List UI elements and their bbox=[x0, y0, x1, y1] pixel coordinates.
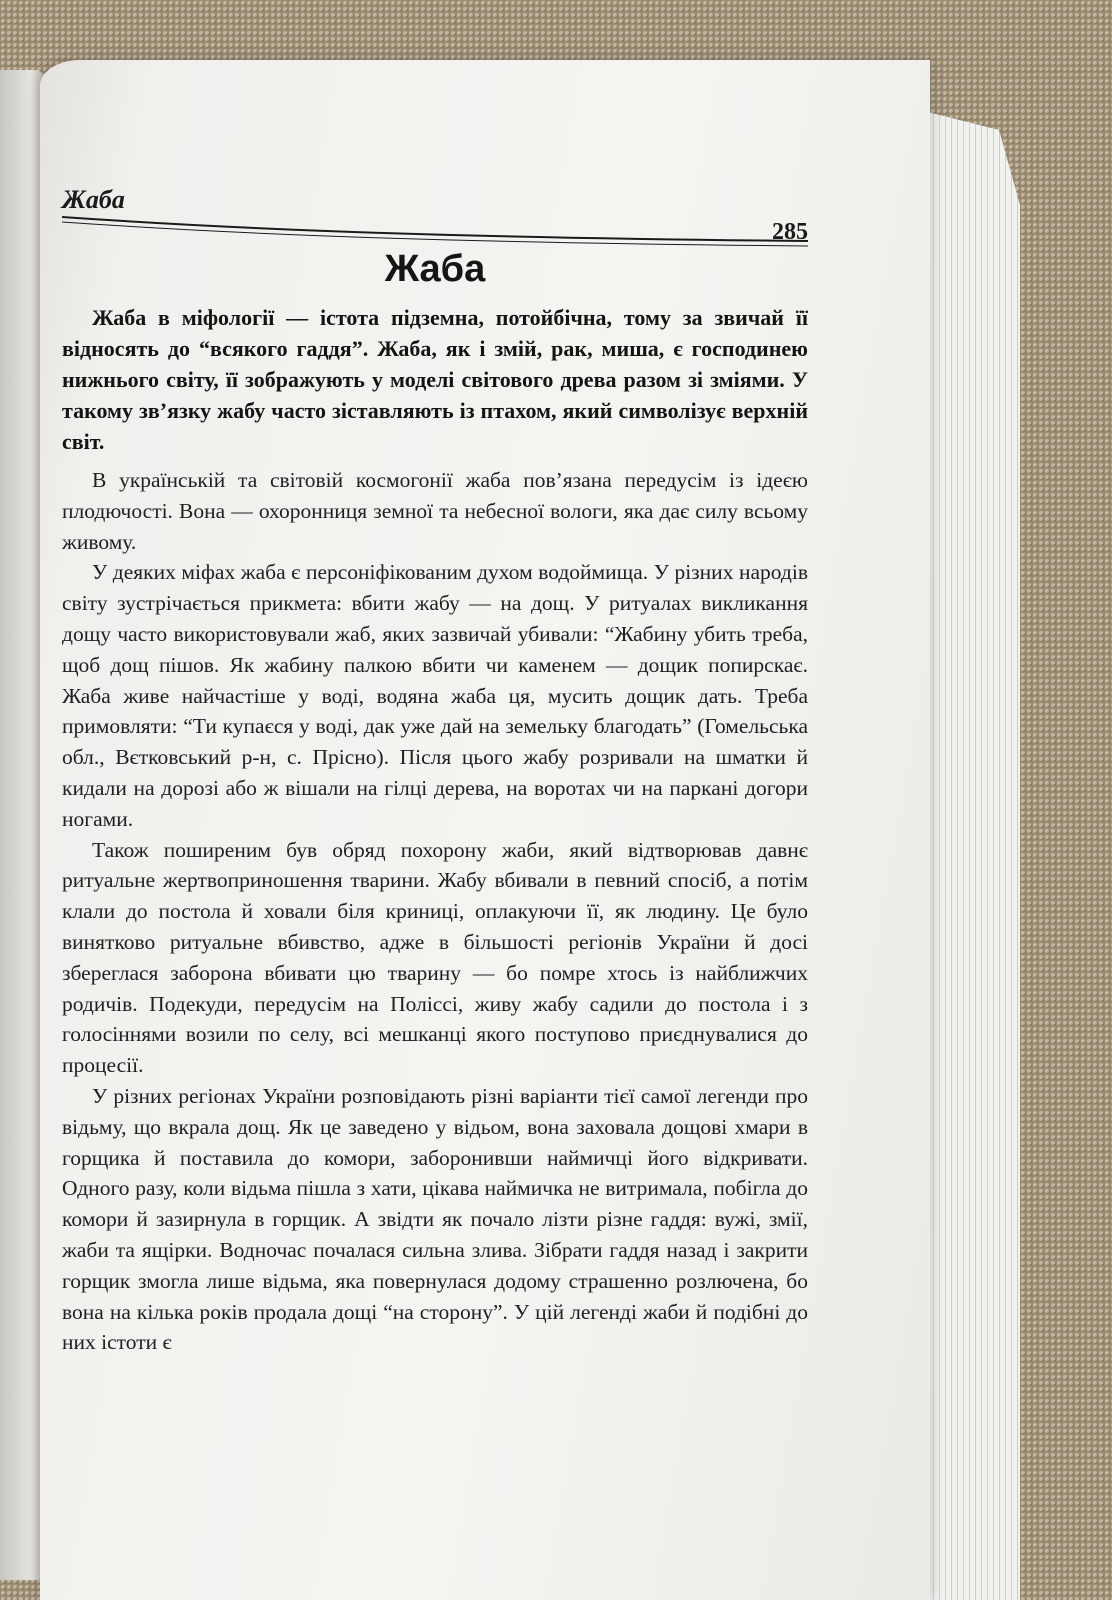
body-paragraph-rain-ritual: У деяких міфах жаба є персоніфікованим духом водоймища. У різних народів світу зустрічається прикмета: вбити жабу — на дощ. У ритуалах викликання дощу часто використовували жаб, яких зазвичай убивали: “Жабину убить треба, щоб дощ пішов. Як жабину палкою вбити чи каменем — дощик попирскає. Жаба живе найчастіше у воді, водяна жаба ця, мусить дощик дать. Треба примовляти: “Ти купаєся у воді, дак уже дай на земельку благодать” (Гомельська обл., Вєтковський р-н, с. Прісно). Після цього жабу розривали на шматки й кидали на дорозі або ж вішали на гілці дерева, на воротах чи на паркані догори ногами. bbox=[62, 560, 808, 831]
facing-page-edge bbox=[0, 70, 44, 1580]
article-title: Жаба bbox=[384, 248, 486, 290]
lead-paragraph: Жаба в міфології — істота підземна, потойбічна, тому за звичай її відносять до “всякого гаддя”. Жаба, як і змій, рак, миша, є господинею нижнього світу, її зображують у моделі світового древа разом зі зміями. У такому зв’язку жабу часто зіставляють із птахом, який символізує верхній світ. bbox=[62, 305, 808, 454]
page-number: 285 bbox=[772, 219, 808, 245]
article-body bbox=[62, 302, 808, 1358]
running-header bbox=[62, 185, 808, 247]
body-paragraph-funeral-rite: Також поширеним був обряд похорону жаби, який відтворював давнє ритуальне жертвоприношення тварини. Жабу вбивали в певний спосіб, а потім клали до постола й ховали біля криниці, оплакуючи її, як людину. Це було винятково ритуальне вбивство, адже в більшості регіонів України й досі збереглася заборона вбивати цю тварину — бо помре хтось із найближчих родичів. Подекуди, передусім на Поліссі, живу жабу садили до постола і з голосіннями возили по селу, всі мешканці якого поступово приєднувалися до процесії. bbox=[62, 837, 808, 1078]
body-paragraph-witch-legend: У різних регіонах України розповідають різні варіанти тієї самої легенди про відьму, що вкрала дощ. Як це заведено у відьом, вона заховала дощові хмари в горщика й поставила до комори, заборонивши наймичці його відкривати. Одного разу, коли відьма пішла з хати, цікава наймичка не витримала, побігла до комори й зазирнула в горщик. А звідти як почало лізти різне гаддя: вужі, змії, жаби та ящірки. Водночас почалася сильна злива. Зібрати гаддя назад і закрити горщик змогла лише відьма, яка повернулася додому страшенно розлючена, бо вона на кілька років продала дощі “на сторону”. У цій легенді жаби й подібні до них істоти є bbox=[62, 1083, 808, 1355]
body-paragraph-cosmogony: В українській та світовій космогонії жаба пов’язана передусім із ідеєю плодючості. Вона — охоронниця земної та небесної вологи, яка дає силу всьому живому. bbox=[62, 468, 808, 554]
running-title: Жаба bbox=[62, 185, 125, 214]
header-rule bbox=[62, 211, 808, 247]
